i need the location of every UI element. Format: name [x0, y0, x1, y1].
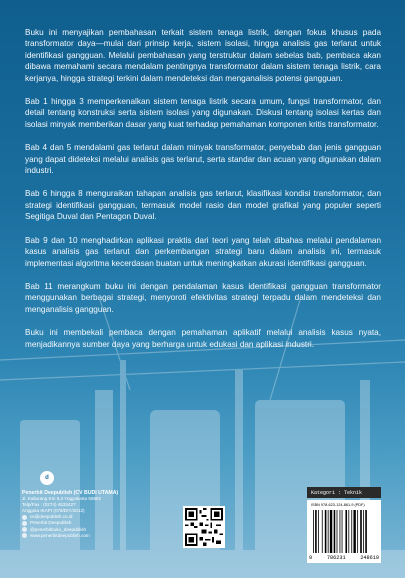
blurb-paragraph: Bab 1 hingga 3 memperkenalkan sistem tenaga listrik secara umum, fungsi transformator, dan detail tentang konstruksi serta sistem isolasi yang digunakan. Diskusi tentang isolasi kertas dan isolasi minyak memberikan dasar yang kuat terhadap pemahaman komponen kritis transformator.: [25, 97, 381, 129]
isbn-barcode-panel: [307, 487, 381, 563]
globe-icon: [22, 533, 27, 538]
publisher-member: Anggota IKAPI (076/DIY/2012): [22, 508, 85, 514]
instagram-icon: [22, 527, 27, 532]
barcode-digits: 9 786231 248619: [309, 555, 379, 561]
blurb-paragraph: Bab 6 hingga 8 menguraikan tahapan analisis gas terlarut, klasifikasi kondisi transformator, dan strategi identifikasi gangguan, termasuk model rasio dan model grafikal yang populer seperti Segitiga Duval dan Pentagon Duval.: [25, 189, 381, 222]
blurb-paragraph: Buku ini membekali pembaca dengan pemahaman aplikatif melalui analisis kasus nyata, menjadikannya sumber daya yang berharga untuk edukasi dan aplikasi industri.: [25, 328, 381, 349]
facebook-icon: [22, 521, 27, 526]
contact-website: www.penerbitdeepublish.com: [22, 533, 172, 539]
qr-code: [183, 506, 225, 548]
publisher-logo-icon: d: [40, 471, 54, 485]
barcode: [307, 500, 381, 563]
contact-email: cs@deepublish.co.id: [22, 514, 172, 520]
blurb-paragraph: Bab 11 merangkum buku ini dengan pendalaman kasus identifikasi gangguan transformator menggunakan berbagai strategi, menyoroti efektivitas strategi terpadu dalam mendeteksi dan menganalisis gangguan.: [25, 281, 381, 314]
blurb-paragraph: Buku ini menyajikan pembahasan terkait sistem tenaga listrik, dengan fokus khusus pada transformator daya—mulai dari prinsip kerja, sistem isolasi, hingga analisis gas terlarut untuk identifikasi gangguan. Melalui pembahasan yang terstruktur dalam sebelas bab, pembaca akan dibawa memahami secara mendalam pentingnya transformator dalam sistem tenaga listrik, cara kerjanya, hingga strategi terkini dalam mendeteksi dan menganalisis potensi gangguan.: [25, 28, 381, 83]
isbn-number: ISBN 978-623-124-861-9 (PDF): [311, 503, 365, 507]
blurb-paragraph: Bab 4 dan 5 mendalami gas terlarut dalam minyak transformator, penyebab dan jenis gangguan yang dapat dideteksi melalui analisis gas terlarut, serta standar dan acuan yang digunakan dalam industri.: [25, 143, 381, 176]
contact-instagram: @penerbitbuku_deepublish: [22, 527, 172, 533]
contact-facebook: Penerbit Deepublish: [22, 520, 172, 526]
category-label: Kategori : Teknik: [307, 487, 381, 498]
barcode-bars: [313, 510, 375, 553]
publisher-info: [22, 490, 172, 539]
email-icon: [22, 515, 27, 520]
publisher-address: Jl. Kaliurang Km 9,3 Yogyakarta 55581: [22, 496, 102, 502]
publisher-name: Penerbit Deepublish (CV BUDI UTAMA): [22, 490, 119, 496]
blurb-text: [25, 27, 381, 362]
publisher-phone: Telp/Fax : (0274) 4533427: [22, 502, 76, 508]
blurb-paragraph: Bab 9 dan 10 menghadirkan aplikasi praktis dari teori yang telah dibahas melalui pendalaman kasus analisis gas terlarut dan perkembangan strategi baru dalam analisis ini, termasuk implementasi algoritma kecerdasan buatan untuk meningkatkan akurasi identifikasi gangguan.: [25, 235, 381, 268]
